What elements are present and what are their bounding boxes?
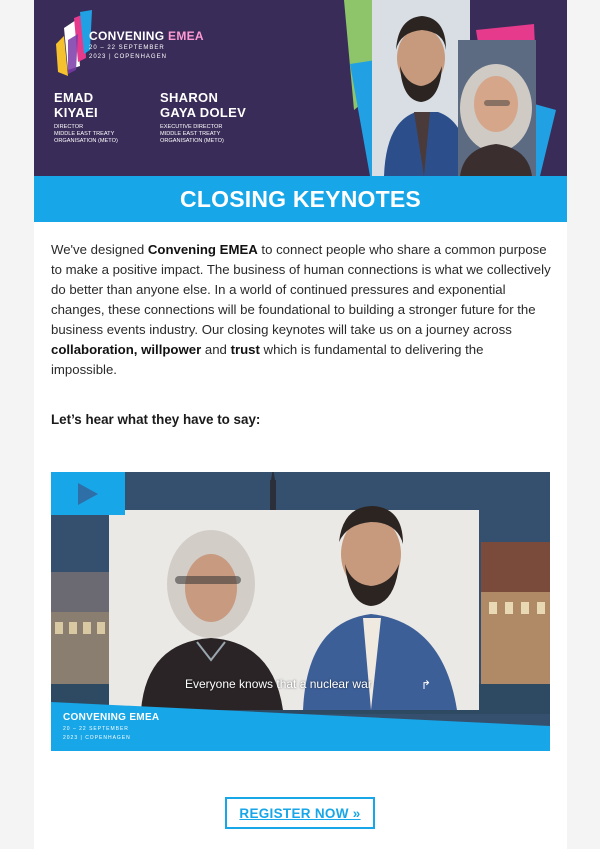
intro-paragraph	[51, 240, 551, 380]
convening-emea-logo	[54, 10, 244, 80]
intro-text-2: to connect people who share a common purpose to make a positive impact. The business of human connections is what we collectively do better than anyone else. In a world of continued pressures and exponential changes, these connections will be foundational to building a stronger future for the business events industry. Our closing keynotes will take us on a journey across	[51, 242, 551, 337]
speaker-last-name: KIYAEI	[54, 105, 98, 120]
video-caption: Everyone knows that a nuclear war	[185, 677, 372, 691]
register-now-button[interactable]: REGISTER NOW »	[225, 797, 375, 829]
speaker-first-name: SHARON	[160, 90, 219, 105]
speaker-org-2: ORGANISATION (METO)	[54, 138, 118, 144]
speaker-first-name: EMAD	[54, 90, 94, 105]
speaker-org-2: ORGANISATION (METO)	[160, 138, 224, 144]
convening-logo-icon	[54, 10, 102, 78]
speaker-last-name: GAYA DOLEV	[160, 105, 247, 120]
logo-title-prefix: CONVENING	[89, 29, 169, 43]
caption-cursor-icon: ↱	[421, 678, 432, 692]
intro-text-1: We've designed	[51, 242, 148, 257]
speaker-role: DIRECTOR	[54, 124, 84, 130]
speaker-role: EXECUTIVE DIRECTOR	[160, 124, 223, 130]
speaker-org: MIDDLE EAST TREATY	[160, 131, 221, 137]
play-icon	[78, 483, 98, 505]
video-thumbnail[interactable]	[51, 472, 550, 751]
logo-title	[89, 29, 204, 43]
intro-text-4: which is fundamental to delivering the impossible.	[51, 342, 484, 377]
speaker-photos	[304, 0, 567, 176]
play-button[interactable]	[51, 472, 125, 515]
lead-text: Let’s hear what they have to say:	[51, 412, 261, 427]
hero-banner	[34, 0, 567, 176]
intro-keyword-1: collaboration, willpower	[51, 342, 202, 357]
video-brand	[63, 712, 159, 741]
email-container	[34, 0, 567, 849]
video-brand-dates: 20 – 22 SEPTEMBER	[63, 726, 129, 732]
logo-title-highlight: EMEA	[168, 29, 204, 43]
logo-city: 2023 | COPENHAGEN	[89, 54, 167, 60]
video-brand-city: 2023 | COPENHAGEN	[63, 735, 131, 741]
intro-keyword-2: trust	[230, 342, 260, 357]
speaker-sharon-gaya-dolev	[160, 90, 246, 145]
intro-text-3: and	[201, 342, 231, 357]
speaker-emad-kiyaei	[54, 90, 118, 145]
intro-brand: Convening EMEA	[147, 242, 258, 257]
logo-dates: 20 – 22 SEPTEMBER	[89, 45, 165, 51]
video-brand-title: CONVENING EMEA	[63, 712, 160, 723]
video-frame	[51, 472, 550, 751]
section-title-bar	[34, 176, 567, 222]
speaker-org: MIDDLE EAST TREATY	[54, 131, 115, 137]
section-title: CLOSING KEYNOTES	[180, 185, 421, 212]
